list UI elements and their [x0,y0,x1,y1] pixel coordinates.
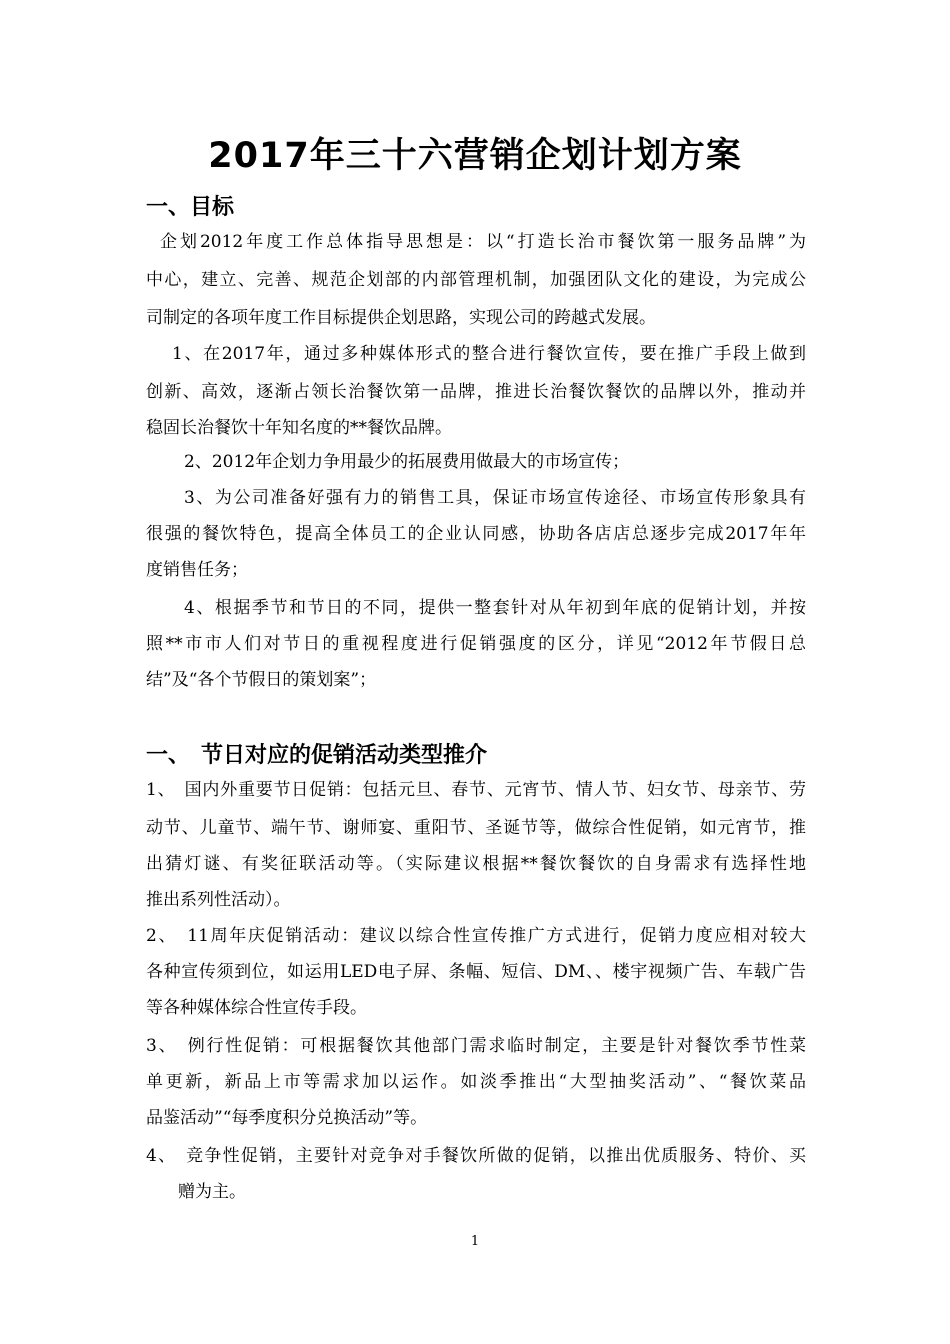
list-item-line: 推出系列性活动）。 [146,890,291,910]
list-item-line: 各种宣传须到位，如运用LED电子屏、条幅、短信、DM、、楼宇视频广告、车载广告 [146,962,806,982]
list-item-line: 4、 竞争性促销，主要针对竞争对手餐饮所做的促销，以推出优质服务、特价、买 [146,1146,806,1166]
paragraph-line: 司制定的各项年度工作目标提供企划思路，实现公司的跨越式发展。 [146,308,656,328]
paragraph-line: 4、根据季节和节日的不同，提供一整套针对从年初到年底的促销计划，并按 [184,598,806,618]
list-item-line: 3、 例行性促销：可根据餐饮其他部门需求临时制定，主要是针对餐饮季节性菜 [146,1036,806,1056]
paragraph-line: 很强的餐饮特色，提高全体员工的企业认同感，协助各店店总逐步完成2017年年 [146,524,806,544]
paragraph-line: 2、2012年企划力争用最少的拓展费用做最大的市场宣传； [184,452,630,472]
paragraph-line: 结”及“各个节假日的策划案”； [146,670,377,690]
paragraph-line: 3、为公司准备好强有力的销售工具，保证市场宣传途径、市场宣传形象具有 [184,488,806,508]
paragraph-line: 度销售任务； [146,560,248,580]
list-item-line: 品鉴活动”“每季度积分兑换活动”等。 [146,1108,428,1128]
page-title: 2017年三十六营销企划计划方案 [208,136,742,176]
paragraph-line: 照**市市人们对节日的重视程度进行促销强度的区分，详见“2012年节假日总 [146,634,806,654]
page-number: 1 [470,1234,480,1249]
paragraph-line: 企划2012年度工作总体指导思想是：以“打造长治市餐饮第一服务品牌”为 [160,232,806,252]
list-item-line: 单更新，新品上市等需求加以运作。如淡季推出“大型抽奖活动”、“餐饮菜品 [146,1072,806,1092]
paragraph-line: 1、在2017年，通过多种媒体形式的整合进行餐饮宣传，要在推广手段上做到 [172,344,806,364]
section-heading-promotions: 一、 节日对应的促销活动类型推介 [146,743,488,768]
list-item-line: 出猜灯谜、有奖征联活动等。（实际建议根据**餐饮餐饮的自身需求有选择性地 [146,854,806,874]
paragraph-line: 中心，建立、完善、规范企划部的内部管理机制，加强团队文化的建设，为完成公 [146,270,806,290]
section-heading-goals: 一、目标 [146,195,235,220]
list-item-line: 动节、儿童节、端午节、谢师宴、重阳节、圣诞节等，做综合性促销，如元宵节，推 [146,818,806,838]
paragraph-line: 稳固长治餐饮十年知名度的**餐饮品牌。 [146,418,452,438]
list-item-line: 2、 11周年庆促销活动：建议以综合性宣传推广方式进行，促销力度应相对较大 [146,926,806,946]
paragraph-line: 创新、高效，逐渐占领长治餐饮第一品牌，推进长治餐饮餐饮的品牌以外，推动并 [146,382,806,402]
list-item-line: 等各种媒体综合性宣传手段。 [146,998,367,1018]
list-item-line: 赠为主。 [178,1182,246,1202]
list-item-line: 1、 国内外重要节日促销：包括元旦、春节、元宵节、情人节、妇女节、母亲节、劳 [146,780,806,800]
